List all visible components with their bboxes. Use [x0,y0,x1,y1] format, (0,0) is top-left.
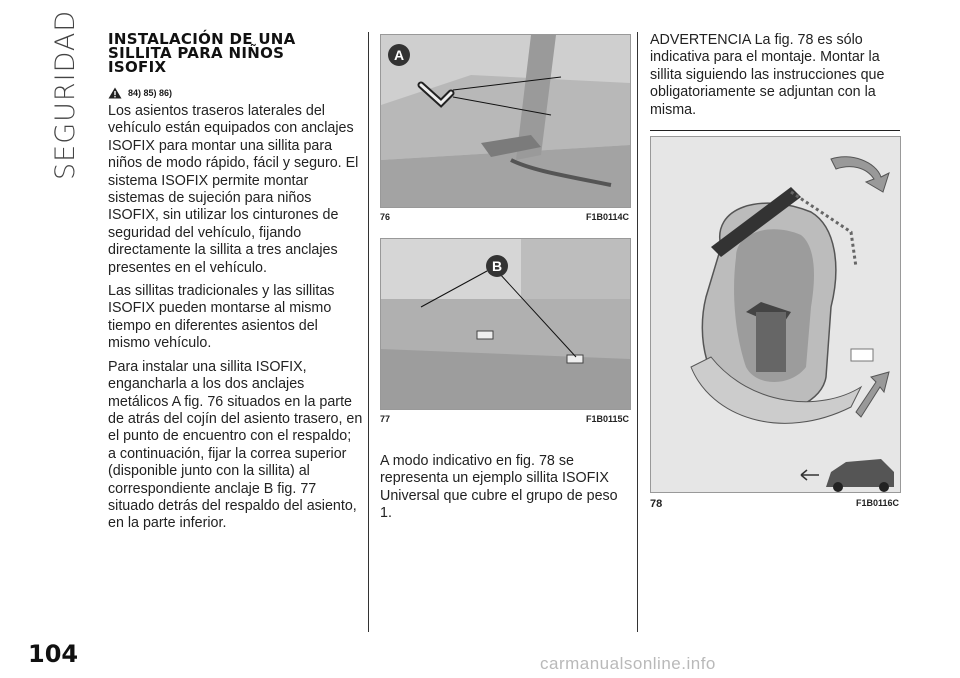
figure-top-rule [650,130,900,131]
figure-number: 78 [650,498,663,510]
figure-code: F1B0116C [855,498,899,508]
heading-line: ISOFIX [108,58,167,76]
warning-refs [108,87,172,99]
isofix-top-tether-illustration [381,239,630,409]
callout-a-label: A [393,47,405,63]
section-side-title: SEGURIDAD [50,9,81,180]
column-divider [637,32,638,632]
figure-76-image [380,34,631,208]
figure-code: F1B0115C [585,414,629,424]
child-seat-illustration [651,137,900,492]
heading-line: SILLITA PARA NIÑOS [108,44,285,62]
figure-code: F1B0114C [585,212,629,222]
section-heading [108,32,348,74]
figure-number: 77 [380,414,391,424]
column-3-text: ADVERTENCIA La fig. 78 es sólo indicativa para el montaje. Montar la sillita siguiendo las instrucciones que obligatoriamente se adjuntan con la misma. [650,32,885,118]
warning-triangle-icon [108,87,122,99]
figure-number: 76 [380,212,391,222]
figure-78-caption [650,498,899,510]
warning-ref-numbers: 84) 85) 86) [128,88,173,98]
page-number: 104 [28,640,79,668]
figure-77-image [380,238,631,410]
column-2-text: A modo indicativo en fig. 78 se representa un ejemplo sillita ISOFIX Universal que cubre el grupo de peso 1. [380,453,618,522]
figure-78-image [650,136,901,493]
heading-line: INSTALACIÓN DE UNA [108,30,296,48]
callout-b-label: B [491,258,503,274]
figure-76-caption [380,212,629,222]
paragraph: Los asientos traseros laterales del vehículo están equipados con anclajes ISOFIX para montar una sillita para niños de modo rápido, fácil y seguro. El sistema ISOFIX permite montar sistemas de sujeción para niños ISOFIX, sin utilizar los cinturones de seguridad del vehículo, fijando directamente la sillita a tres anclajes presentes en el vehículo. [108,103,359,276]
isofix-anchor-illustration [381,35,630,207]
column-divider [368,32,369,632]
paragraph: Las sillitas tradicionales y las sillitas ISOFIX pueden montarse al mismo tiempo en diferentes asientos del mismo vehículo. [108,283,335,352]
figure-77-caption [380,414,629,424]
watermark: carmanualsonline.info [540,654,716,673]
paragraph: Para instalar una sillita ISOFIX, engancharla a los dos anclajes metálicos A fig. 76 situados en la parte de atrás del cojín del asiento trasero, en el punto de encuentro con el respaldo; a continuación, fijar la correa superior (disponible junto con la sillita) al correspondiente anclaje B fig. 77 situado detrás del respaldo del asiento, en la parte inferior. [108,358,363,532]
column-1-text [108,103,363,539]
